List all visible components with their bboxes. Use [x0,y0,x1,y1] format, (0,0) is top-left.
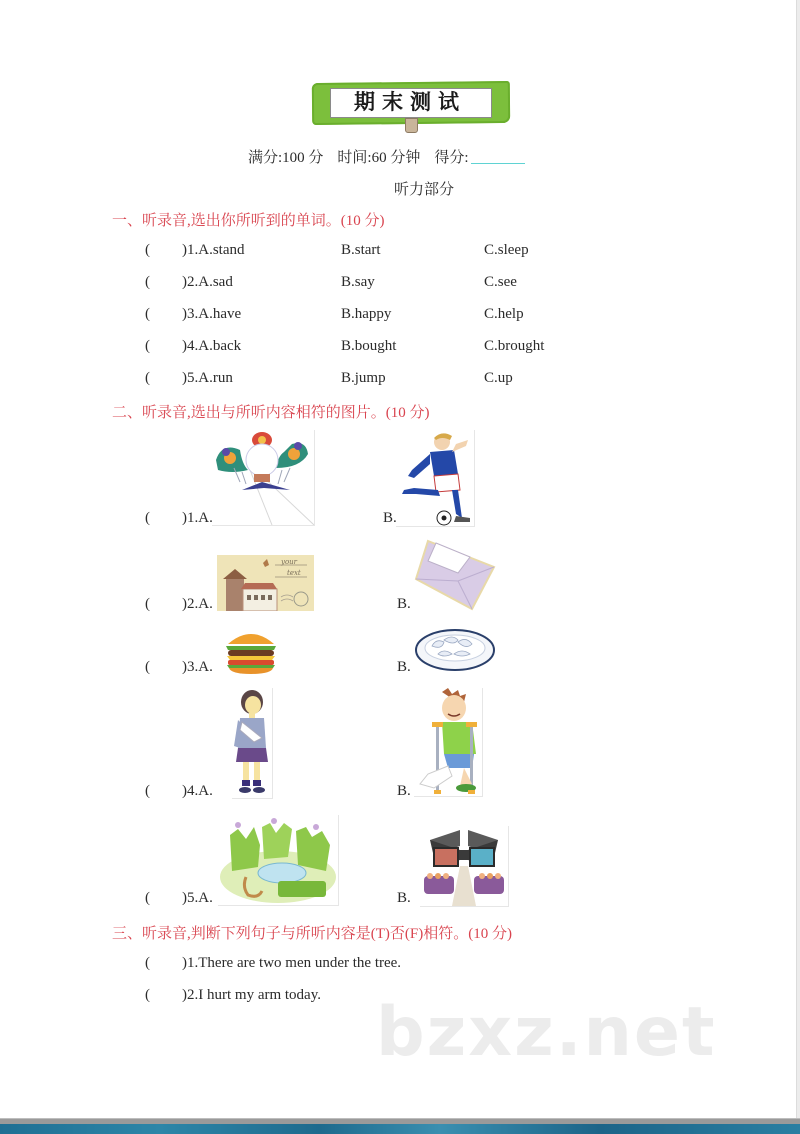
option-c: C.brought [484,338,545,354]
full-score: 满分:100 分 [248,150,324,166]
girl-broken-arm-image [232,688,273,799]
question-option-a: )3.A.have [182,306,242,322]
answer-paren: ( [145,659,150,675]
watermark: bzxz.net [376,993,717,1072]
desktop-background-strip [0,1124,800,1134]
page-title: 期末测试 [354,90,466,114]
option-b: B. [397,596,411,612]
option-b: B.start [341,242,381,258]
answer-paren: ( [145,955,150,971]
option-c: C.sleep [484,242,529,258]
question-option-a: )5.A. [182,890,213,906]
answer-paren: ( [145,987,150,1003]
statement: )1.There are two men under the tree. [182,955,402,971]
question-option-a: )2.A. [182,596,213,612]
section3-heading: 三、听录音,判断下列句子与所听内容是(T)否(F)相符。(10 分) [112,926,512,942]
kite-image [212,430,315,526]
option-b: B. [397,890,411,906]
answer-paren: ( [145,274,150,290]
time-limit: 时间:60 分钟 [337,150,421,166]
answer-paren: ( [145,890,150,906]
option-c: C.see [484,274,517,290]
option-b: B.bought [341,338,397,354]
answer-paren: ( [145,242,150,258]
answer-paren: ( [145,370,150,386]
football-player-image [396,430,475,527]
answer-paren: ( [145,596,150,612]
vertical-scrollbar-track[interactable] [796,0,800,1118]
title-banner [312,82,510,124]
question-option-a: )4.A.back [182,338,242,354]
option-b: B. [397,659,411,675]
option-b: B. [397,783,411,799]
statement: )2.I hurt my arm today. [182,987,321,1003]
exam-meta [248,146,539,167]
banner-tab-decoration [405,118,418,133]
postcard-image [217,555,314,611]
option-b: B.jump [341,370,386,386]
boy-crutches-image [414,688,483,797]
dumplings-plate-image [414,624,496,672]
svg-text:text: text [287,569,301,577]
svg-text:your: your [281,558,298,566]
park-image [218,815,339,906]
question-option-a: )2.A.sad [182,274,233,290]
answer-paren: ( [145,338,150,354]
answer-paren: ( [145,306,150,322]
envelope-image [414,537,496,611]
option-b: B.say [341,274,375,290]
option-b: B. [383,510,397,526]
hamburger-image [224,628,278,674]
section1-heading: 一、听录音,选出你所听到的单词。(10 分) [112,213,385,229]
question-option-a: )1.A.stand [182,242,245,258]
option-b: B.happy [341,306,392,322]
question-option-a: )5.A.run [182,370,233,386]
score-blank [471,149,525,164]
question-option-a: )4.A. [182,783,213,799]
answer-paren: ( [145,783,150,799]
part-title: 听力部分 [394,182,455,198]
question-option-a: )3.A. [182,659,213,675]
section2-heading: 二、听录音,选出与所听内容相符的图片。(10 分) [112,405,430,421]
cinema-image [420,826,509,907]
option-c: C.help [484,306,524,322]
answer-paren: ( [145,510,150,526]
question-option-a: )1.A. [182,510,213,526]
score-label: 得分: [434,150,469,166]
option-c: C.up [484,370,513,386]
